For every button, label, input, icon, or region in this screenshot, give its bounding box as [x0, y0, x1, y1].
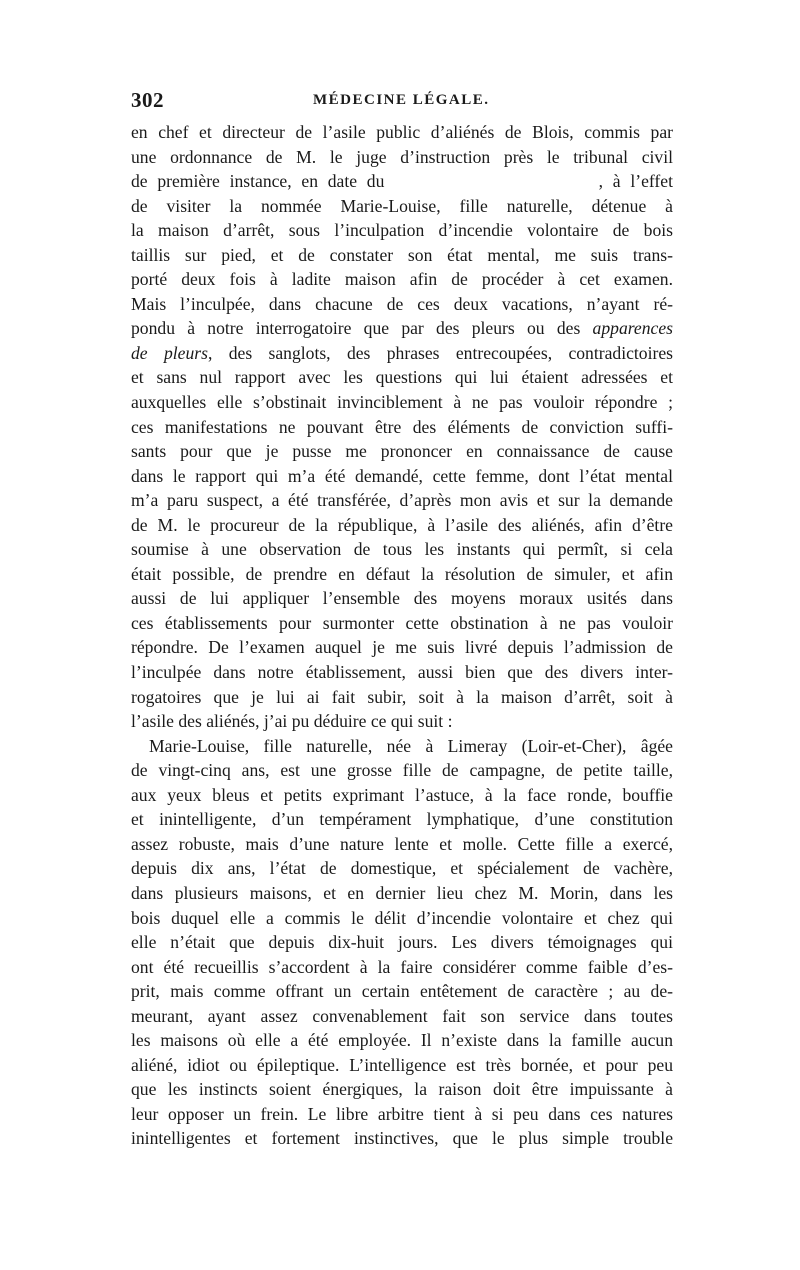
- body-text: [131, 120, 673, 1151]
- text-line-italic-start: de pleurs, des sanglots, des phrases entrecoupées, contradictoires: [131, 342, 673, 363]
- text-line: aussi de lui appliquer l’ensemble des moyens moraux usités dans: [131, 588, 673, 609]
- text-line-paragraph-end: l’asile des aliénés, j’ai pu déduire ce qui suit :: [131, 711, 453, 732]
- text-line: l’inculpée dans notre établissement, aussi bien que des divers inter-: [131, 662, 673, 683]
- text-line: m’a paru suspect, a été transférée, d’après mon avis et sur la demande: [131, 490, 673, 511]
- text-line: depuis dix ans, l’état de domestique, et spécialement de vachère,: [131, 858, 673, 879]
- text-line: ces manifestations ne pouvant être des éléments de conviction suffi-: [131, 416, 673, 437]
- running-title: MÉDECINE LÉGALE.: [313, 92, 490, 108]
- text-line: auxquelles elle s’obstinait invinciblement à ne pas vouloir répondre ;: [131, 392, 673, 413]
- text-line: aux yeux bleus et petits exprimant l’astuce, à la face ronde, bouffie: [131, 784, 673, 805]
- text-line: de première instance, en date du , à l’effet: [131, 171, 673, 192]
- text-line-italic-end: pondu à notre interrogatoire que par des pleurs ou des apparences: [131, 318, 673, 339]
- text-line: Mais l’inculpée, dans chacune de ces deux vacations, n’ayant ré-: [131, 293, 673, 314]
- text-line: ont été recueillis s’accordent à la faire considérer comme faible d’es-: [131, 956, 673, 977]
- text-line: dans le rapport qui m’a été demandé, cette femme, dont l’état mental: [131, 465, 673, 486]
- text-line: assez robuste, mais d’une nature lente et molle. Cette fille a exercé,: [131, 833, 673, 854]
- text-line: la maison d’arrêt, sous l’inculpation d’incendie volontaire de bois: [131, 220, 673, 241]
- text-line: une ordonnance de M. le juge d’instruction près le tribunal civil: [131, 146, 673, 167]
- page-header: [131, 88, 673, 120]
- text-line: inintelligentes et fortement instinctives, que le plus simple trouble: [131, 1128, 673, 1149]
- text-line: leur opposer un frein. Le libre arbitre tient à si peu dans ces natures: [131, 1103, 673, 1124]
- page-number: 302: [131, 88, 164, 112]
- text-line: était possible, de prendre en défaut la résolution de simuler, et afin: [131, 563, 673, 584]
- text-line: meurant, ayant assez convenablement fait son service dans toutes: [131, 1005, 673, 1026]
- text-line: répondre. De l’examen auquel je me suis livré depuis l’admission de: [131, 637, 673, 658]
- text-line: bois duquel elle a commis le délit d’incendie volontaire et chez qui: [131, 907, 673, 928]
- text-line-paragraph-start: Marie-Louise, fille naturelle, née à Limeray (Loir-et-Cher), âgée: [149, 735, 673, 756]
- text-line: que les instincts soient énergiques, la raison doit être impuissante à: [131, 1079, 673, 1100]
- text-line: taillis sur pied, et de constater son état mental, me suis trans-: [131, 244, 673, 265]
- text-line: en chef et directeur de l’asile public d’aliénés de Blois, commis par: [131, 122, 673, 142]
- text-line: prit, mais comme offrant un certain entêtement de caractère ; au de-: [131, 981, 673, 1002]
- text-line: de visiter la nommée Marie-Louise, fille naturelle, détenue à: [131, 195, 673, 216]
- text-line: dans plusieurs maisons, et en dernier lieu chez M. Morin, dans les: [131, 882, 673, 903]
- text-line: aliéné, idiot ou épileptique. L’intelligence est très bornée, et pour peu: [131, 1054, 673, 1075]
- text-line: porté deux fois à ladite maison afin de procéder à cet examen.: [131, 269, 673, 290]
- text-line: les maisons où elle a été employée. Il n’existe dans la famille aucun: [131, 1030, 673, 1051]
- text-line: de M. le procureur de la république, à l’asile des aliénés, afin d’être: [131, 514, 673, 535]
- book-page: [131, 88, 673, 1151]
- text-line: rogatoires que je lui ai fait subir, soit à la maison d’arrêt, soit à: [131, 686, 673, 707]
- text-line: et sans nul rapport avec les questions qui lui étaient adressées et: [131, 367, 673, 388]
- text-line: soumise à une observation de tous les instants qui permît, si cela: [131, 539, 673, 560]
- text-line: et inintelligente, d’un tempérament lymphatique, d’une constitution: [131, 809, 673, 830]
- text-line: elle n’était que depuis dix-huit jours. Les divers témoignages qui: [131, 932, 673, 953]
- text-line: ces établissements pour surmonter cette obstination à ne pas vouloir: [131, 612, 673, 633]
- text-line: sants pour que je pusse me prononcer en connaissance de cause: [131, 441, 673, 462]
- text-line: de vingt-cinq ans, est une grosse fille de campagne, de petite taille,: [131, 760, 673, 781]
